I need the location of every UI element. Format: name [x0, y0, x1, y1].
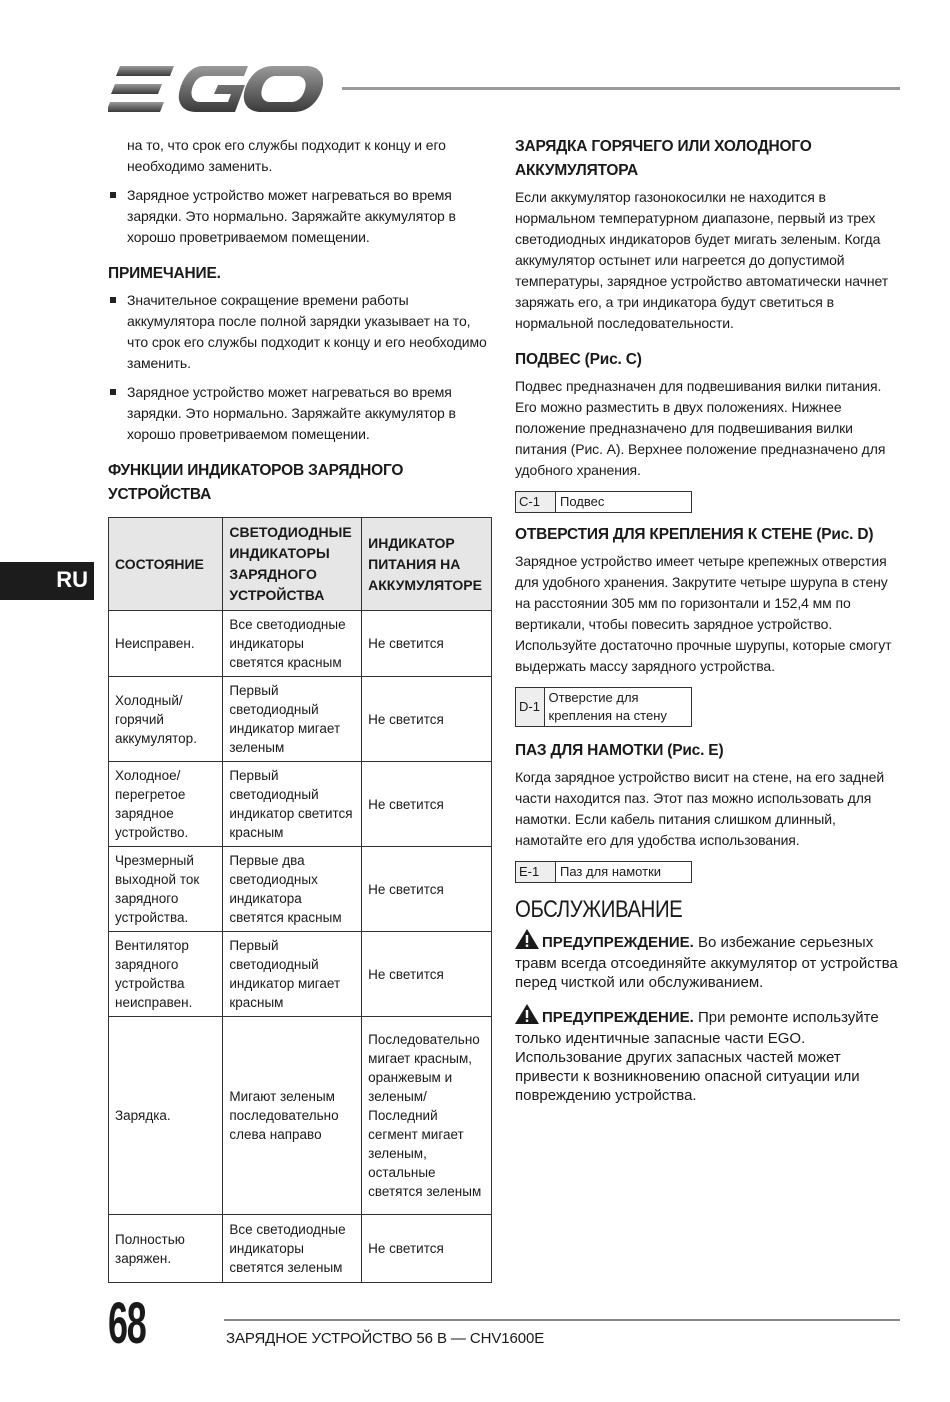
footer-title: ЗАРЯДНОЕ УСТРОЙСТВО 56 В — CHV1600E — [226, 1330, 545, 1347]
header-rule — [342, 87, 900, 90]
table-cell: Неисправен. — [109, 611, 223, 677]
table-row — [109, 932, 492, 1017]
intro-bullet: Зарядное устройство может нагреваться во время зарядки. Это нормально. Заряжайте аккумулятор в хорошо проветриваемом помещении. — [108, 185, 492, 248]
table-header-cell: СОСТОЯНИЕ — [109, 518, 223, 611]
warning-label: ПРЕДУПРЕЖДЕНИЕ. — [542, 934, 694, 951]
table-cell: Все светодиодные индикаторы светятся красным — [223, 611, 362, 677]
figure-code: D-1 — [516, 688, 545, 726]
figure-code: E-1 — [516, 862, 556, 882]
table-heading: ФУНКЦИИ ИНДИКАТОРОВ ЗАРЯДНОГО УСТРОЙСТВА — [108, 462, 404, 503]
table-row — [109, 1215, 492, 1283]
table-cell: Первый светодиодный индикатор мигает красным — [223, 932, 362, 1017]
note-bullet: Значительное сокращение времени работы аккумулятора после полной зарядки указывает на то, что срок его службы подходит к концу и его необходимо заменить. — [108, 290, 492, 374]
table-cell: Не светится — [362, 847, 492, 932]
warning-text: Во избежание серьезных травм всегда отсоединяйте аккумулятор от устройства перед чисткой или обслуживанием. — [515, 934, 898, 991]
table-cell: Холодное/ перегретое зарядное устройство. — [109, 762, 223, 847]
table-cell: Первые два светодиодных индикатора светятся красным — [223, 847, 362, 932]
warning-triangle-icon — [515, 1004, 539, 1029]
table-cell: Первый светодиодный индикатор мигает зеленым — [223, 677, 362, 762]
table-cell: Мигают зеленым последовательно слева направо — [223, 1017, 362, 1215]
figure-caption: Подвес — [560, 494, 605, 509]
warning-paragraph — [515, 1004, 900, 1105]
table-cell: Первый светодиодный индикатор светится красным — [223, 762, 362, 847]
table-cell: Полностью заряжен. — [109, 1215, 223, 1283]
table-cell: Не светится — [362, 1215, 492, 1283]
table-cell: Вентилятор зарядного устройства неисправен. — [109, 932, 223, 1017]
warning-triangle-icon — [515, 929, 539, 954]
figure-caption: Паз для намотки — [560, 864, 662, 879]
table-cell: Не светится — [362, 932, 492, 1017]
table-cell: Холодный/ горячий аккумулятор. — [109, 677, 223, 762]
wall-text: Зарядное устройство имеет четыре крепежных отверстия для удобного хранения. Закрутите четыре шурупа в стену на расстоянии 305 мм по горизонтали и 152,4 мм по вертикали, чтобы повесить зарядное устройство. Используйте достаточно прочные шурупы, которые смогут выдержать массу зарядного устройства. — [515, 553, 892, 674]
table-cell: Чрезмерный выходной ток зарядного устройства. — [109, 847, 223, 932]
wrap-heading: ПАЗ ДЛЯ НАМОТКИ (Рис. E) — [515, 742, 724, 759]
table-cell: Все светодиодные индикаторы светятся зеленым — [223, 1215, 362, 1283]
warning-paragraph — [515, 929, 900, 992]
note-heading: ПРИМЕЧАНИЕ. — [108, 265, 221, 282]
note-bullet: Зарядное устройство может нагреваться во время зарядки. Это нормально. Заряжайте аккумулятор в хорошо проветриваемом помещении. — [108, 382, 492, 445]
warning-label: ПРЕДУПРЕЖДЕНИЕ. — [542, 1009, 694, 1026]
table-row — [109, 677, 492, 762]
figure-label-d — [515, 687, 692, 727]
table-cell: Зарядка. — [109, 1017, 223, 1215]
left-column — [108, 135, 492, 1283]
page-number: 68 — [108, 1291, 146, 1356]
figure-caption: Отверстие для крепления на стену — [548, 690, 667, 723]
footer-rule — [224, 1319, 900, 1321]
hanger-heading: ПОДВЕС (Рис. C) — [515, 351, 642, 368]
language-tab — [0, 562, 94, 600]
indicator-table — [108, 517, 492, 1283]
table-cell: Не светится — [362, 611, 492, 677]
wall-heading: ОТВЕРСТИЯ ДЛЯ КРЕПЛЕНИЯ К СТЕНЕ (Рис. D) — [515, 526, 874, 543]
table-row — [109, 611, 492, 677]
table-header-cell: ИНДИКАТОР ПИТАНИЯ НА АККУМУЛЯТОРЕ — [362, 518, 492, 611]
right-column — [515, 135, 900, 1105]
hot-cold-heading: ЗАРЯДКА ГОРЯЧЕГО ИЛИ ХОЛОДНОГО АККУМУЛЯТОРА — [515, 138, 812, 179]
figure-label-e — [515, 861, 692, 883]
table-header-cell: СВЕТОДИОДНЫЕ ИНДИКАТОРЫ ЗАРЯДНОГО УСТРОЙСТВА — [223, 518, 362, 611]
table-cell: Не светится — [362, 762, 492, 847]
table-header-row — [109, 518, 492, 611]
table-row — [109, 1017, 492, 1215]
hanger-text: Подвес предназначен для подвешивания вилки питания. Его можно разместить в двух положениях. Нижнее положение предназначено для подвешивания вилки питания (Рис. A). Верхнее положение предназначено для удобного хранения. — [515, 378, 886, 478]
intro-continuation: на то, что срок его службы подходит к концу и его необходимо заменить. — [127, 137, 446, 174]
table-row — [109, 762, 492, 847]
table-cell: Последовательно мигает красным, оранжевым и зеленым/ Последний сегмент мигает зеленым, остальные светятся зеленым — [362, 1017, 492, 1215]
maintenance-heading: ОБСЛУЖИВАНИЕ — [515, 896, 683, 923]
hot-cold-text: Если аккумулятор газонокосилки не находится в нормальном температурном диапазоне, первый из трех светодиодных индикаторов будет мигать зеленым. Когда аккумулятор остынет или нагреется до допустимой температуры, зарядное устройство автоматически начнет заряжать его, а три индикатора будут светиться в нормальной последовательности. — [515, 189, 889, 331]
figure-code: C-1 — [516, 492, 556, 512]
table-cell: Не светится — [362, 677, 492, 762]
figure-label-c — [515, 491, 692, 513]
warning-text: При ремонте используйте только идентичные запасные части EGO. Использование других запасных частей может привести к возникновению опасной ситуации или повреждению устройства. — [515, 1009, 879, 1104]
wrap-text: Когда зарядное устройство висит на стене, на его задней части находится паз. Этот паз можно использовать для намотки. Если кабель питания слишком длинный, намотайте его для удобства использования. — [515, 769, 885, 848]
table-row — [109, 847, 492, 932]
language-tab-label: RU — [56, 567, 88, 592]
ego-logo — [108, 64, 323, 114]
